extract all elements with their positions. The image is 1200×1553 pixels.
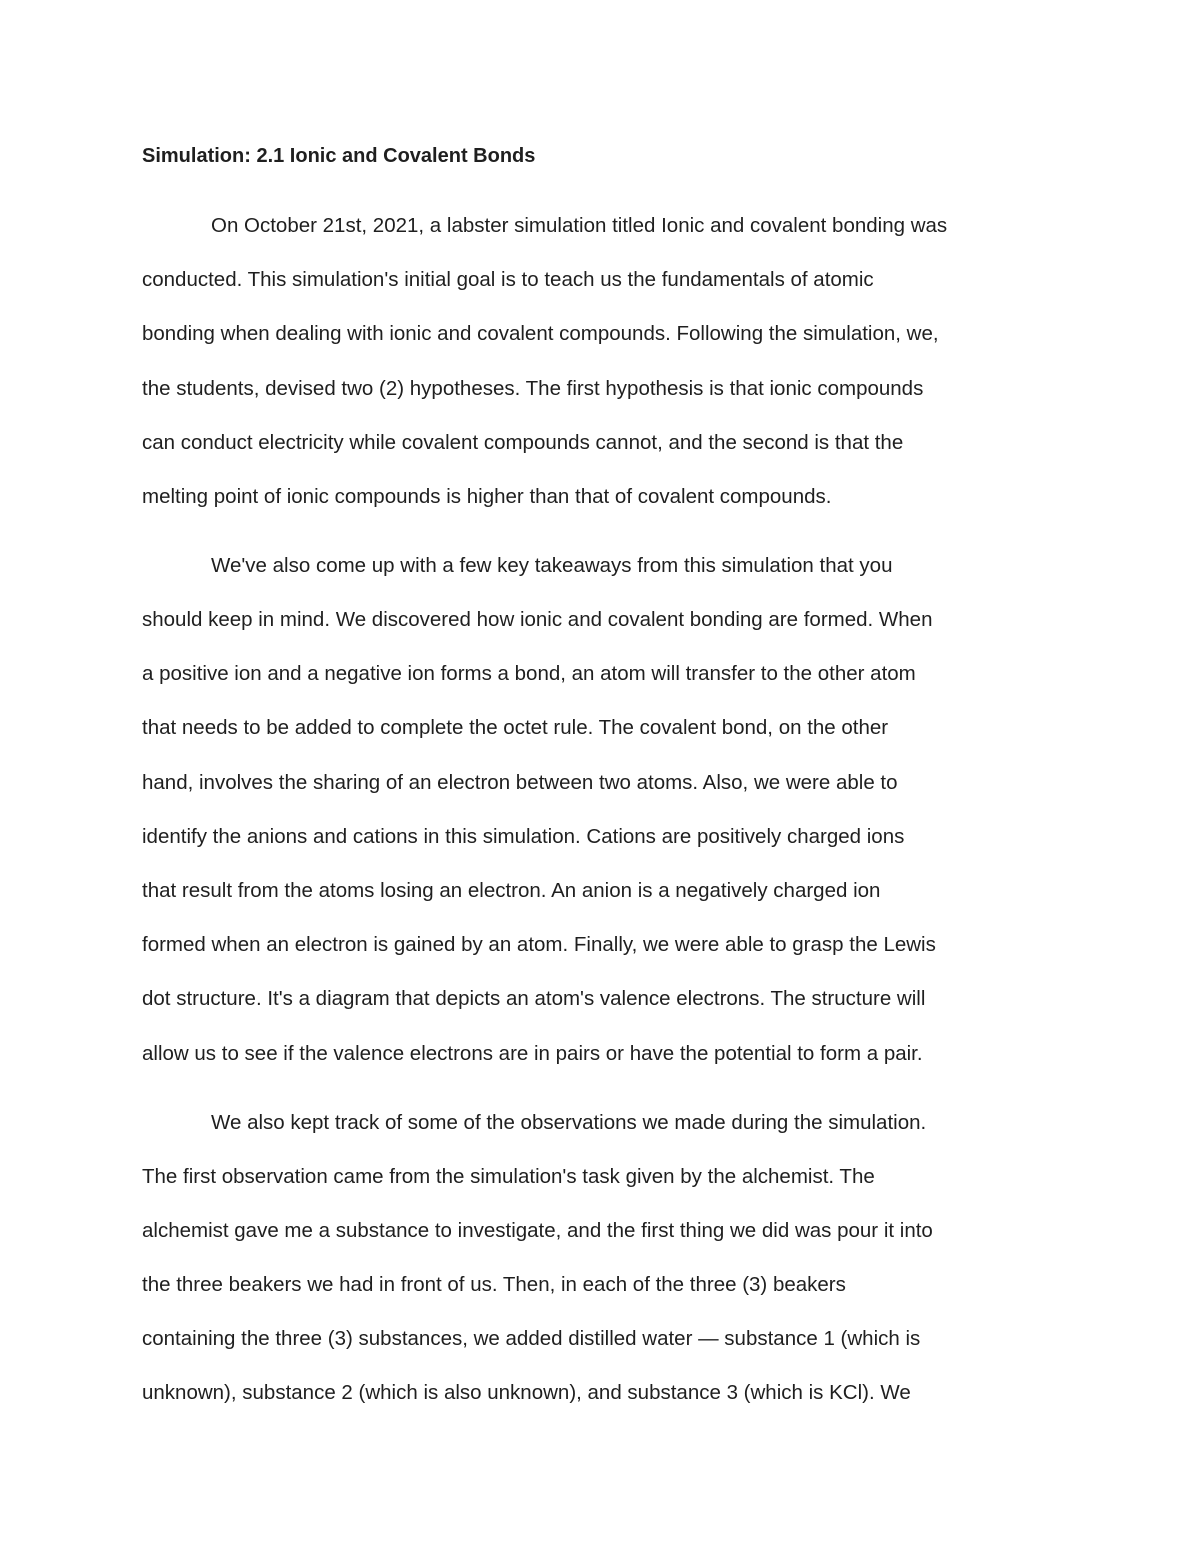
paragraph-line: a positive ion and a negative ion forms a bond, an atom will transfer to the other atom bbox=[142, 662, 916, 685]
paragraph-line: melting point of ionic compounds is higher than that of covalent compounds. bbox=[142, 485, 832, 508]
paragraph-line: dot structure. It's a diagram that depicts an atom's valence electrons. The structure will bbox=[142, 987, 926, 1010]
paragraph-line: On October 21st, 2021, a labster simulation titled Ionic and covalent bonding was bbox=[211, 214, 948, 237]
paragraph-line: allow us to see if the valence electrons are in pairs or have the potential to form a pair. bbox=[142, 1042, 923, 1065]
document-title: Simulation: 2.1 Ionic and Covalent Bonds bbox=[142, 145, 536, 167]
paragraph-line: We also kept track of some of the observations we made during the simulation. bbox=[211, 1111, 927, 1134]
paragraph-line: unknown), substance 2 (which is also unknown), and substance 3 (which is KCl). We bbox=[142, 1381, 911, 1404]
paragraph-line: containing the three (3) substances, we added distilled water — substance 1 (which is bbox=[142, 1327, 921, 1350]
paragraph-line: should keep in mind. We discovered how ionic and covalent bonding are formed. When bbox=[142, 608, 933, 631]
paragraph-line: The first observation came from the simulation's task given by the alchemist. The bbox=[142, 1165, 875, 1188]
paragraph-line: formed when an electron is gained by an atom. Finally, we were able to grasp the Lewis bbox=[142, 933, 936, 956]
paragraph-line: We've also come up with a few key takeaways from this simulation that you bbox=[211, 554, 893, 577]
paragraph-line: the students, devised two (2) hypotheses. The first hypothesis is that ionic compounds bbox=[142, 377, 924, 400]
paragraph-line: hand, involves the sharing of an electron between two atoms. Also, we were able to bbox=[142, 771, 898, 794]
paragraph-line: conducted. This simulation's initial goal is to teach us the fundamentals of atomic bbox=[142, 268, 874, 291]
paragraph-line: identify the anions and cations in this simulation. Cations are positively charged ions bbox=[142, 825, 905, 848]
paragraph-line: can conduct electricity while covalent compounds cannot, and the second is that the bbox=[142, 431, 904, 454]
paragraph-line: the three beakers we had in front of us. Then, in each of the three (3) beakers bbox=[142, 1273, 846, 1296]
paragraph-line: alchemist gave me a substance to investigate, and the first thing we did was pour it into bbox=[142, 1219, 933, 1242]
paragraph-line: that result from the atoms losing an electron. An anion is a negatively charged ion bbox=[142, 879, 881, 902]
paragraph-line: that needs to be added to complete the octet rule. The covalent bond, on the other bbox=[142, 716, 889, 739]
paragraph-line: bonding when dealing with ionic and covalent compounds. Following the simulation, we, bbox=[142, 322, 939, 345]
